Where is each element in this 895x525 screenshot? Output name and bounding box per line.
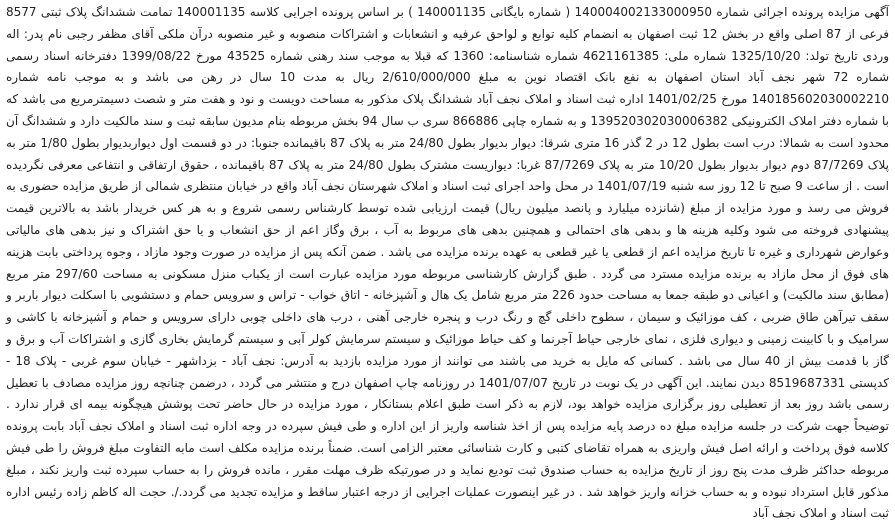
auction-notice-text: آگهی مزایده پرونده اجرائی شماره 140004002133000950 ( شماره بایگانی 140001135 ) بر اساس پرونده اجرایی کلاسه 140001135 تمامت ششدانگ پلاک ثبتی 8577 فرعی از 87 اصلی واقع در بخش 12 ثبت اصفهان به انضمام کلیه توابع و لواحق عرفیه و انشعابات و اشتراکات منصوبه و غیر منصوبه درآن ملکی آقای مظفر رجبی نام پدر: اله وردی تاریخ تولد: 1325/10/20 شماره ملی: 4621161385 شماره شناسنامه: 1360 که قبلا به موجب سند رهنی شماره 43525 مورخ 1399/08/22 دفترخانه اسناد رسمی شماره 72 شهر نجف آباد استان اصفهان به نفع بانک اقتصاد نوین به مبلغ 2/610/000/000 ریال به مدت 10 سال در رهن می باشد و به موجب نامه شماره 140185602030002210 مورخ 1401/02/25 اداره ثبت اسناد و املاک نجف آباد ششدانگ پلاک مذکور به مساحت دویست و نود و هفت متر و شصت دسیمترمربع می باشد که با شماره دفتر املاک الکترونیکی 139520302030006382 و به شماره چاپی 866886 سری ب سال 94 بخش مربوطه بنام مدیون سابقه ثبت و سند مالکیت دارد و ششدانگ آن محدود است به شمالا: درب است بطول 12 در 2 گذر 16 متری شرقا: دیوار بدیوار بطول 24/80 متر به پلاک 87 باقیمانده جنوبا: در دو قسمت اول دیواربدیوار بطول 1/80 متر به پلاک 87/7269 دوم دیوار بدیوار بطول 10/20 متر به پلاک 87/7269 غربا: دیواریست مشترک بطول 24/80 متر به پلاک 87 باقیمانده ، حقوق ارتفاقی و انتفاعی معرفی نگردیده است . از ساعت 9 صبح تا 12 روز سه شنبه 1401/07/19 در محل واحد اجرای ثبت اسناد و املاک شهرستان نجف آباد واقع در خیابان منتظری شمالی از طریق مزایده حضوری به فروش می رسد و مورد مزایده از مبلغ (شانزده میلیارد و پانصد میلیون ریال) قیمت ارزیابی شده توسط کارشناس رسمی شروع و به هر کس خریدار باشد به بالاترین قیمت پیشنهادی فروخته می شود وکلیه هزینه ها و بدهی های احتمالی و همچنین بدهی های مربوط به آب ، برق وگاز اعم از حق انشعاب و یا حق اشتراک و نیز بدهی های مالیاتی وعوارض شهرداری و غیره تا تاریخ مزایده اعم از قطعی یا غیر قطعی به عهده برنده مزایده می باشد . ضمن آنکه پس از مزایده در صورت وجود مازاد ، وجوه پرداختی بابت هزینه های فوق از محل مازاد به برنده مزایده مسترد می گردد . طبق گزارش کارشناسی مربوطه مورد مزایده عبارت است از یکباب منزل مسکونی به مساحت 297/60 متر مربع (مطابق سند مالکیت) و اعیانی دو طبقه جمعا به مساحت حدود 226 متر مربع شامل یک هال و آشپزخانه - اتاق خواب - تراس و سرویس حمام و دستشویی با اسکلت دیوار باربر و سقف تیرآهن طاق ضربی ، کف موزائیک و سیمان ، سطوح داخلی گچ و رنگ درب و پنجره خارجی آهنی ، درب های داخلی چوبی دارای سرویس و حمام و آشپزخانه با کاشی و سرامیک و با کابینت زمینی و دیواری فلزی ، نمای خارجی حیاط آجرنما و کف حیاط موزائیک و سیستم سرمایش کولر آبی و سیستم گرمایش بخاری گازی و اشتراکات آب و برق و گاز با قدمت بیش از 40 سال می باشد . کسانی که مایل به خرید می باشند می توانند از مورد مزایده بازدید به آدرس: نجف آباد - بزداشهر - خیابان سوم غربی - پلاک 18 - کدپستی 8519687331 دیدن نمایند. این آگهی در یک نوبت در تاریخ 1401/07/07 در روزنامه چاپ اصفهان درج و منتشر می گردد ، درضمن چنانچه روز مزایده مصادف با تعطیل رسمی باشد روز بعد از تعطیلی روز برگزاری مزایده خواهد بود، لازم به ذکر است طبق اعلام بستانکار ، مورد مزایده در حال حاضر تحت پوشش هیچگونه بیمه ای قرار ندارد . توضیحاً جهت شرکت در جلسه مزایده مبلغ ده درصد پایه مزایده پس از اخذ شناسه واریز از این اداره و طی فیش سپرده در وجه اداره ثبت اسناد و املاک نجف آباد بابت پرونده کلاسه فوق پرداخت و ارائه اصل فیش واریزی به همراه تقاضای کتبی و کارت شناسائی معتبر الزامی است. ضمناً برنده مزایده مکلف است مابه التفاوت مبلغ فروش را طی فیش مربوطه حداکثر ظرف مدت پنج روز از تاریخ مزایده به حساب صندوق ثبت تودیع نماید و در صورتیکه ظرف مهلت مقرر ، مانده فروش را به حساب سپرده ثبت واریز نکند ، مبلغ مذکور قابل استرداد نبوده و به حساب خزانه واریز خواهد شد . در غیر اینصورت عملیات اجرایی از درجه اعتبار ساقط و مزایده تجدید می گردد./. حجت اله کاظم زاده رئیس اداره ثبت اسناد و املاک نجف آباد (6, 5, 890, 521)
